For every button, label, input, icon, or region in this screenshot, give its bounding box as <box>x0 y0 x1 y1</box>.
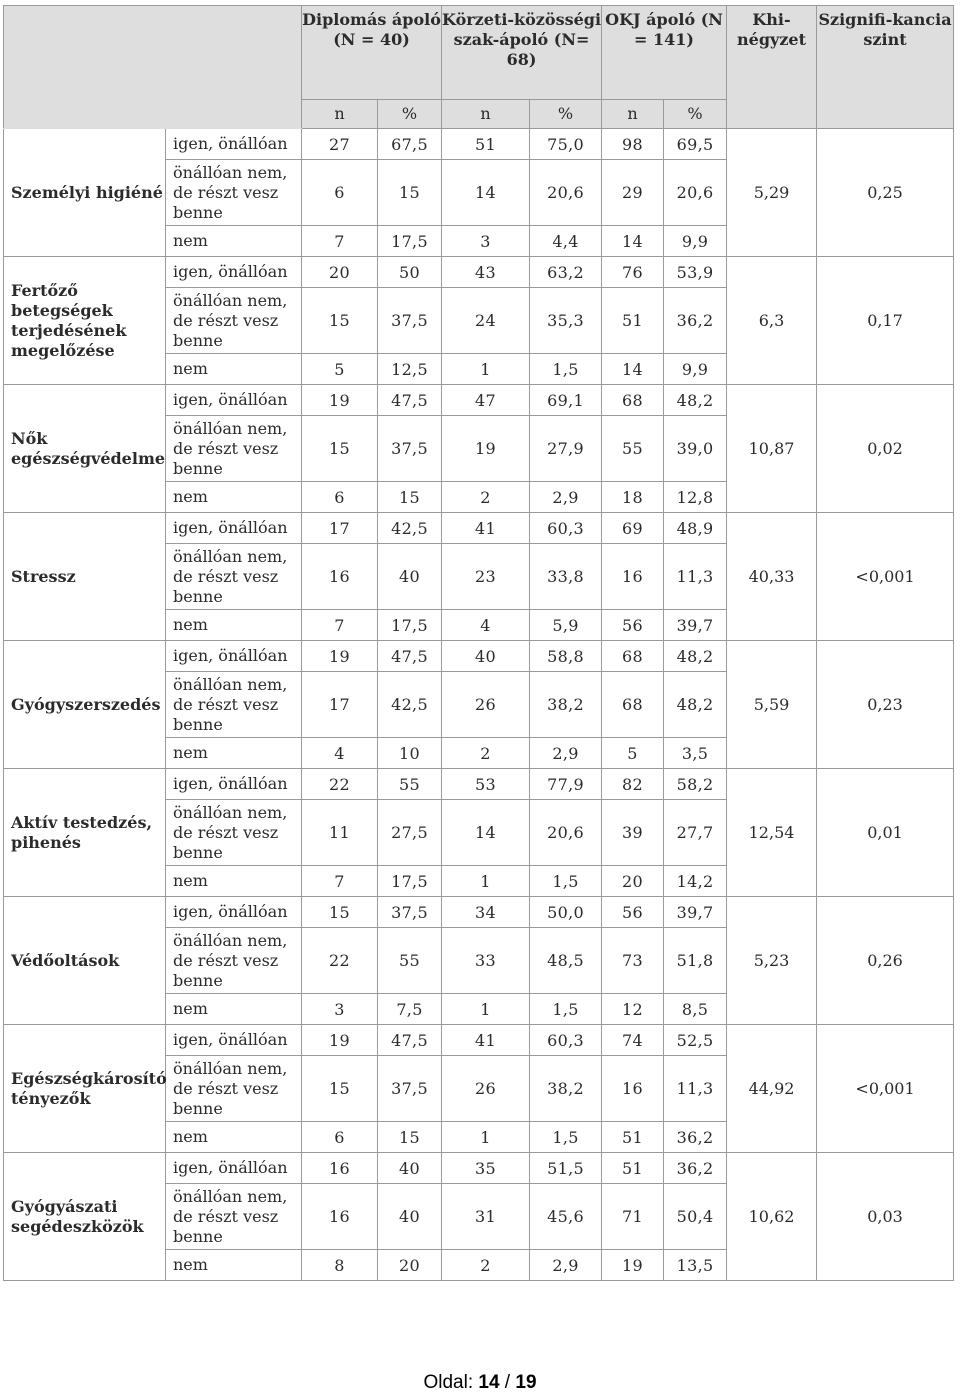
count-cell: 17 <box>302 513 378 544</box>
count-cell: 19 <box>602 1250 664 1281</box>
significance-cell <box>817 866 954 897</box>
percent-cell: 15 <box>378 160 442 226</box>
percent-cell: 2,9 <box>530 738 602 769</box>
significance-cell <box>817 610 954 641</box>
header-group1: Diplomás ápoló (N = 40) <box>302 6 442 100</box>
current-page: 14 <box>478 1372 500 1393</box>
header-group3: OKJ ápoló (N = 141) <box>602 6 727 100</box>
percent-cell: 47,5 <box>378 385 442 416</box>
percent-cell: 2,9 <box>530 1250 602 1281</box>
count-cell: 3 <box>442 226 530 257</box>
count-cell: 8 <box>302 1250 378 1281</box>
table-body <box>4 129 954 1281</box>
total-pages: 19 <box>515 1372 537 1393</box>
count-cell: 33 <box>442 928 530 994</box>
percent-cell: 13,5 <box>664 1250 727 1281</box>
percent-cell: 60,3 <box>530 1025 602 1056</box>
response-label: önállóan nem, de részt vesz benne <box>166 800 302 866</box>
significance-cell <box>817 385 954 416</box>
percent-cell: 1,5 <box>530 994 602 1025</box>
count-cell: 14 <box>442 800 530 866</box>
table-row <box>4 769 954 800</box>
table-row <box>4 1153 954 1184</box>
response-label: nem <box>166 354 302 385</box>
percent-cell: 36,2 <box>664 288 727 354</box>
count-cell: 4 <box>442 610 530 641</box>
count-cell: 53 <box>442 769 530 800</box>
count-cell: 31 <box>442 1184 530 1250</box>
count-cell: 51 <box>602 288 664 354</box>
response-label: önállóan nem, de részt vesz benne <box>166 672 302 738</box>
count-cell: 7 <box>302 610 378 641</box>
count-cell: 5 <box>302 354 378 385</box>
chi-square-cell <box>727 994 817 1025</box>
count-cell: 34 <box>442 897 530 928</box>
count-cell: 2 <box>442 738 530 769</box>
count-cell: 51 <box>442 129 530 160</box>
count-cell: 20 <box>602 866 664 897</box>
percent-cell: 50,4 <box>664 1184 727 1250</box>
response-label: önállóan nem, de részt vesz benne <box>166 1184 302 1250</box>
count-cell: 14 <box>602 354 664 385</box>
count-cell: 43 <box>442 257 530 288</box>
percent-cell: 14,2 <box>664 866 727 897</box>
percent-cell: 17,5 <box>378 226 442 257</box>
percent-cell: 52,5 <box>664 1025 727 1056</box>
header-chi: Khi-négyzet <box>727 6 817 129</box>
footer-separator: / <box>499 1372 516 1393</box>
percent-cell: 60,3 <box>530 513 602 544</box>
response-label: nem <box>166 226 302 257</box>
count-cell: 74 <box>602 1025 664 1056</box>
count-cell: 26 <box>442 1056 530 1122</box>
percent-cell: 1,5 <box>530 866 602 897</box>
response-label: nem <box>166 1122 302 1153</box>
header-group2: Körzeti-közösségi szak-ápoló (N= 68) <box>442 6 602 100</box>
percent-cell: 42,5 <box>378 513 442 544</box>
count-cell: 26 <box>442 672 530 738</box>
response-label: nem <box>166 610 302 641</box>
chi-square-cell <box>727 482 817 513</box>
percent-cell: 1,5 <box>530 354 602 385</box>
percent-cell: 38,2 <box>530 1056 602 1122</box>
percent-cell: 1,5 <box>530 1122 602 1153</box>
count-cell: 27 <box>302 129 378 160</box>
percent-cell: 63,2 <box>530 257 602 288</box>
significance-cell <box>817 257 954 288</box>
count-cell: 19 <box>302 1025 378 1056</box>
count-cell: 51 <box>602 1153 664 1184</box>
count-cell: 19 <box>302 385 378 416</box>
percent-cell: 75,0 <box>530 129 602 160</box>
count-cell: 29 <box>602 160 664 226</box>
count-cell: 1 <box>442 866 530 897</box>
significance-cell <box>817 513 954 544</box>
response-label: igen, önállóan <box>166 641 302 672</box>
chi-square-cell: 10,62 <box>727 1184 817 1250</box>
percent-cell: 15 <box>378 1122 442 1153</box>
percent-cell: 55 <box>378 769 442 800</box>
chi-square-cell <box>727 354 817 385</box>
topic-label: Aktív testedzés, pihenés <box>4 769 166 897</box>
count-cell: 15 <box>302 416 378 482</box>
topic-label: Nők egészségvédelme <box>4 385 166 513</box>
count-cell: 24 <box>442 288 530 354</box>
significance-cell: <0,001 <box>817 1056 954 1122</box>
count-cell: 16 <box>602 544 664 610</box>
response-label: nem <box>166 482 302 513</box>
count-cell: 14 <box>442 160 530 226</box>
chi-square-cell: 12,54 <box>727 800 817 866</box>
count-cell: 4 <box>302 738 378 769</box>
percent-cell: 4,4 <box>530 226 602 257</box>
table-row <box>4 897 954 928</box>
percent-cell: 15 <box>378 482 442 513</box>
percent-cell: 11,3 <box>664 1056 727 1122</box>
count-cell: 6 <box>302 160 378 226</box>
chi-square-cell <box>727 1153 817 1184</box>
count-cell: 12 <box>602 994 664 1025</box>
chi-square-cell: 5,23 <box>727 928 817 994</box>
chi-square-cell: 6,3 <box>727 288 817 354</box>
chi-square-cell <box>727 769 817 800</box>
significance-cell <box>817 1122 954 1153</box>
header-n-2: n <box>442 100 530 129</box>
topic-label: Stressz <box>4 513 166 641</box>
header-n-1: n <box>302 100 378 129</box>
response-label: nem <box>166 994 302 1025</box>
percent-cell: 36,2 <box>664 1122 727 1153</box>
percent-cell: 36,2 <box>664 1153 727 1184</box>
response-label: önállóan nem, de részt vesz benne <box>166 416 302 482</box>
count-cell: 5 <box>602 738 664 769</box>
table-row <box>4 513 954 544</box>
response-label: önállóan nem, de részt vesz benne <box>166 288 302 354</box>
percent-cell: 37,5 <box>378 897 442 928</box>
significance-cell: <0,001 <box>817 544 954 610</box>
significance-cell: 0,25 <box>817 160 954 226</box>
chi-square-cell: 40,33 <box>727 544 817 610</box>
percent-cell: 48,2 <box>664 672 727 738</box>
significance-cell: 0,01 <box>817 800 954 866</box>
significance-cell <box>817 226 954 257</box>
count-cell: 15 <box>302 897 378 928</box>
results-table <box>3 5 954 1281</box>
percent-cell: 47,5 <box>378 641 442 672</box>
chi-square-cell <box>727 1122 817 1153</box>
header-pct-1: % <box>378 100 442 129</box>
topic-label: Védőoltások <box>4 897 166 1025</box>
significance-cell <box>817 1025 954 1056</box>
percent-cell: 48,2 <box>664 385 727 416</box>
count-cell: 1 <box>442 1122 530 1153</box>
percent-cell: 48,5 <box>530 928 602 994</box>
chi-square-cell <box>727 610 817 641</box>
chi-square-cell: 10,87 <box>727 416 817 482</box>
topic-label: Személyi higiéné <box>4 129 166 257</box>
percent-cell: 20,6 <box>664 160 727 226</box>
percent-cell: 20,6 <box>530 800 602 866</box>
response-label: nem <box>166 738 302 769</box>
significance-cell <box>817 1153 954 1184</box>
count-cell: 15 <box>302 1056 378 1122</box>
table-row <box>4 257 954 288</box>
significance-cell: 0,23 <box>817 672 954 738</box>
response-label: igen, önállóan <box>166 385 302 416</box>
percent-cell: 37,5 <box>378 416 442 482</box>
response-label: önállóan nem, de részt vesz benne <box>166 928 302 994</box>
header-pct-3: % <box>664 100 727 129</box>
count-cell: 47 <box>442 385 530 416</box>
count-cell: 68 <box>602 385 664 416</box>
chi-square-cell <box>727 897 817 928</box>
percent-cell: 11,3 <box>664 544 727 610</box>
count-cell: 22 <box>302 769 378 800</box>
significance-cell: 0,03 <box>817 1184 954 1250</box>
page-footer <box>0 1372 960 1394</box>
count-cell: 16 <box>302 1184 378 1250</box>
response-label: nem <box>166 1250 302 1281</box>
table-row <box>4 385 954 416</box>
percent-cell: 2,9 <box>530 482 602 513</box>
percent-cell: 9,9 <box>664 354 727 385</box>
percent-cell: 69,1 <box>530 385 602 416</box>
percent-cell: 37,5 <box>378 288 442 354</box>
count-cell: 17 <box>302 672 378 738</box>
count-cell: 7 <box>302 866 378 897</box>
chi-square-cell: 5,29 <box>727 160 817 226</box>
count-cell: 14 <box>602 226 664 257</box>
header-pct-2: % <box>530 100 602 129</box>
significance-cell <box>817 129 954 160</box>
percent-cell: 58,8 <box>530 641 602 672</box>
percent-cell: 40 <box>378 544 442 610</box>
count-cell: 18 <box>602 482 664 513</box>
count-cell: 41 <box>442 1025 530 1056</box>
table-row <box>4 1025 954 1056</box>
percent-cell: 39,7 <box>664 610 727 641</box>
count-cell: 69 <box>602 513 664 544</box>
percent-cell: 50,0 <box>530 897 602 928</box>
chi-square-cell <box>727 226 817 257</box>
significance-cell <box>817 994 954 1025</box>
count-cell: 73 <box>602 928 664 994</box>
table-row <box>4 641 954 672</box>
chi-square-cell <box>727 641 817 672</box>
percent-cell: 55 <box>378 928 442 994</box>
percent-cell: 69,5 <box>664 129 727 160</box>
count-cell: 6 <box>302 482 378 513</box>
percent-cell: 10 <box>378 738 442 769</box>
count-cell: 19 <box>302 641 378 672</box>
percent-cell: 20,6 <box>530 160 602 226</box>
percent-cell: 77,9 <box>530 769 602 800</box>
percent-cell: 40 <box>378 1153 442 1184</box>
chi-square-cell <box>727 385 817 416</box>
chi-square-cell <box>727 1250 817 1281</box>
percent-cell: 38,2 <box>530 672 602 738</box>
header-significance: Szignifi-kancia szint <box>817 6 954 129</box>
response-label: igen, önállóan <box>166 257 302 288</box>
footer-prefix: Oldal: <box>423 1372 479 1393</box>
count-cell: 76 <box>602 257 664 288</box>
header-corner <box>4 6 302 129</box>
response-label: nem <box>166 866 302 897</box>
count-cell: 16 <box>302 1153 378 1184</box>
chi-square-cell <box>727 129 817 160</box>
percent-cell: 37,5 <box>378 1056 442 1122</box>
response-label: igen, önállóan <box>166 897 302 928</box>
significance-cell <box>817 641 954 672</box>
response-label: önállóan nem, de részt vesz benne <box>166 544 302 610</box>
count-cell: 51 <box>602 1122 664 1153</box>
response-label: igen, önállóan <box>166 1025 302 1056</box>
count-cell: 23 <box>442 544 530 610</box>
significance-cell <box>817 1250 954 1281</box>
percent-cell: 45,6 <box>530 1184 602 1250</box>
significance-cell: 0,26 <box>817 928 954 994</box>
percent-cell: 33,8 <box>530 544 602 610</box>
count-cell: 56 <box>602 897 664 928</box>
response-label: igen, önállóan <box>166 513 302 544</box>
count-cell: 55 <box>602 416 664 482</box>
percent-cell: 7,5 <box>378 994 442 1025</box>
count-cell: 11 <box>302 800 378 866</box>
significance-cell <box>817 482 954 513</box>
count-cell: 22 <box>302 928 378 994</box>
table-row <box>4 129 954 160</box>
count-cell: 68 <box>602 641 664 672</box>
significance-cell: 0,17 <box>817 288 954 354</box>
percent-cell: 27,5 <box>378 800 442 866</box>
chi-square-cell: 5,59 <box>727 672 817 738</box>
significance-cell: 0,02 <box>817 416 954 482</box>
count-cell: 2 <box>442 1250 530 1281</box>
percent-cell: 51,8 <box>664 928 727 994</box>
chi-square-cell <box>727 738 817 769</box>
count-cell: 82 <box>602 769 664 800</box>
percent-cell: 20 <box>378 1250 442 1281</box>
count-cell: 40 <box>442 641 530 672</box>
count-cell: 1 <box>442 994 530 1025</box>
percent-cell: 40 <box>378 1184 442 1250</box>
response-label: igen, önállóan <box>166 1153 302 1184</box>
count-cell: 7 <box>302 226 378 257</box>
percent-cell: 35,3 <box>530 288 602 354</box>
count-cell: 1 <box>442 354 530 385</box>
response-label: önállóan nem, de részt vesz benne <box>166 160 302 226</box>
chi-square-cell <box>727 1025 817 1056</box>
percent-cell: 12,5 <box>378 354 442 385</box>
count-cell: 98 <box>602 129 664 160</box>
percent-cell: 48,2 <box>664 641 727 672</box>
percent-cell: 58,2 <box>664 769 727 800</box>
count-cell: 3 <box>302 994 378 1025</box>
count-cell: 39 <box>602 800 664 866</box>
chi-square-cell <box>727 513 817 544</box>
count-cell: 56 <box>602 610 664 641</box>
count-cell: 35 <box>442 1153 530 1184</box>
percent-cell: 12,8 <box>664 482 727 513</box>
header-n-3: n <box>602 100 664 129</box>
response-label: önállóan nem, de részt vesz benne <box>166 1056 302 1122</box>
percent-cell: 17,5 <box>378 610 442 641</box>
chi-square-cell <box>727 866 817 897</box>
count-cell: 41 <box>442 513 530 544</box>
percent-cell: 53,9 <box>664 257 727 288</box>
percent-cell: 42,5 <box>378 672 442 738</box>
count-cell: 71 <box>602 1184 664 1250</box>
percent-cell: 8,5 <box>664 994 727 1025</box>
chi-square-cell <box>727 257 817 288</box>
percent-cell: 47,5 <box>378 1025 442 1056</box>
count-cell: 68 <box>602 672 664 738</box>
percent-cell: 39,0 <box>664 416 727 482</box>
count-cell: 16 <box>302 544 378 610</box>
topic-label: Fertőző betegségek terjedésének megelőzése <box>4 257 166 385</box>
topic-label: Gyógyszerszedés <box>4 641 166 769</box>
percent-cell: 9,9 <box>664 226 727 257</box>
significance-cell <box>817 738 954 769</box>
percent-cell: 27,9 <box>530 416 602 482</box>
percent-cell: 3,5 <box>664 738 727 769</box>
count-cell: 15 <box>302 288 378 354</box>
significance-cell <box>817 897 954 928</box>
percent-cell: 27,7 <box>664 800 727 866</box>
response-label: igen, önállóan <box>166 129 302 160</box>
topic-label: Egészségkárosító tényezők <box>4 1025 166 1153</box>
percent-cell: 67,5 <box>378 129 442 160</box>
percent-cell: 48,9 <box>664 513 727 544</box>
count-cell: 19 <box>442 416 530 482</box>
count-cell: 6 <box>302 1122 378 1153</box>
count-cell: 2 <box>442 482 530 513</box>
percent-cell: 50 <box>378 257 442 288</box>
percent-cell: 51,5 <box>530 1153 602 1184</box>
significance-cell <box>817 769 954 800</box>
chi-square-cell: 44,92 <box>727 1056 817 1122</box>
count-cell: 20 <box>302 257 378 288</box>
significance-cell <box>817 354 954 385</box>
count-cell: 16 <box>602 1056 664 1122</box>
percent-cell: 17,5 <box>378 866 442 897</box>
percent-cell: 5,9 <box>530 610 602 641</box>
response-label: igen, önállóan <box>166 769 302 800</box>
percent-cell: 39,7 <box>664 897 727 928</box>
topic-label: Gyógyászati segédeszközök <box>4 1153 166 1281</box>
